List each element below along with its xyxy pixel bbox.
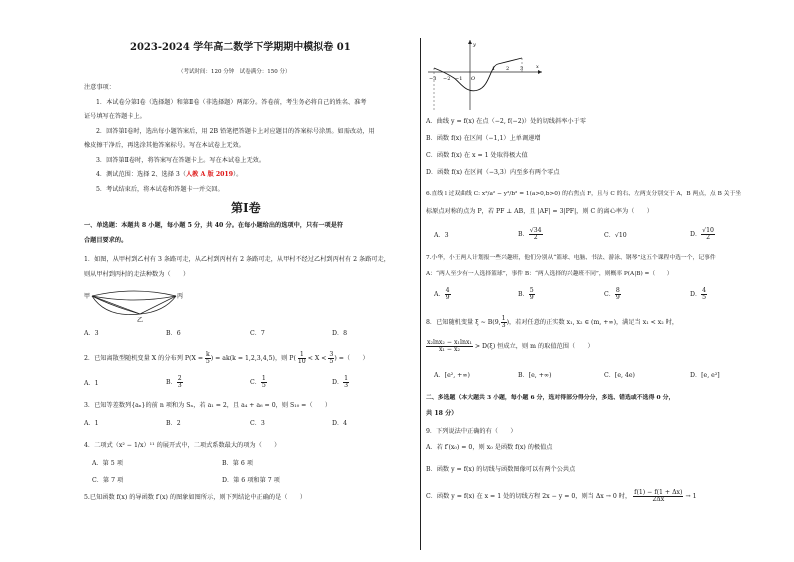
question-9: 9．下列说法中正确的有（ ）	[426, 428, 517, 435]
question-2: 2．已知离散型随机变量 X 的分布列 P(X = $\frac{k}{5}$ ) = ak(k = 1,2,3,4,5)，则 P( $\frac{1}{10}$ < X < $\frac{3}{5}$ ) =（ ）	[84, 351, 369, 365]
tick-label: −2	[443, 76, 451, 82]
scope-highlight: 人教 A 版 2019	[186, 171, 234, 178]
option: D．第 6 项和第 7 项	[222, 477, 280, 484]
option: C．7	[250, 330, 265, 337]
question-6: 6.直线 l 过双曲线 C: x²/a² − y²/b² = 1(a>0,b>0) 的右焦点 F，且与 C 的右、左两支分别交于 A，B 两点，点 B 关于坐	[426, 191, 742, 197]
option: A．3	[84, 330, 99, 337]
question-3: 3．已知等差数列{aₙ}的前 n 项和为 Sₙ，若 a₁ = 2，且 a₄ + a₆ = 0，则 S₁₀ =（ ）	[84, 402, 332, 409]
page-title: 2023-2024 学年高二数学下学期期中模拟卷 01	[130, 42, 351, 53]
notes-heading: 注意事项：	[84, 84, 115, 91]
option: A． $\frac{4}{9}$	[434, 287, 450, 301]
section-heading: 二、多选题（本大题共 3 小题，每小题 6 分，选对得部分得分分，多选、错选或不选得 0 分，	[426, 394, 675, 401]
question-7-cont: A：“两人至少有一人选择篮球”，事件 B：“两人选择的兴趣班不同”，则概率 P(A|B) =（ ）	[426, 271, 673, 277]
option: D． $\frac{√10}{2}$	[690, 227, 714, 241]
node-a: 甲	[84, 293, 91, 300]
option: A．1	[84, 420, 99, 427]
derivative-graph	[426, 38, 546, 114]
option: C．函数 f(x) 在 x = 1 处取得极大值	[426, 152, 528, 159]
note-line: 4．测试范围：选择 2、选择 3（人教 A 版 2019）。	[96, 171, 243, 178]
origin-label: O	[471, 76, 476, 82]
section-heading-cont: 共 18 分）	[426, 410, 458, 417]
note-line: 3．回答第Ⅱ卷时，将答案写在答题卡上。写在本试卷上无效。	[96, 157, 266, 164]
section-heading-cont: 合题目要求的。	[84, 237, 128, 244]
option: D．函数 f(x) 在区间（−3,3）内至多有两个零点	[426, 169, 560, 176]
option: D． $\frac{4}{5}$	[690, 287, 707, 301]
option: D．[e, e²]	[690, 372, 720, 379]
note-line: 2．回答第Ⅰ卷时，选出每小题答案后，用 2B 铅笔把答题卡上对应题目的答案标号涂黑。如需改动，用	[96, 128, 375, 135]
note-line: 5．考试结束后，将本试卷和答题卡一并交回。	[96, 186, 224, 193]
option: C．√10	[604, 232, 627, 239]
option: B．函数 y = f(x) 的切线与函数图像可以有两个公共点	[426, 466, 576, 473]
column-divider	[420, 38, 421, 550]
option: B． $\frac{2}{3}$	[166, 375, 182, 389]
option: C． $\frac{8}{9}$	[604, 287, 620, 301]
y-axis-label: y	[473, 42, 476, 48]
option: A．若 f′(x₀) = 0，则 x₀ 是函数 f(x) 的极值点	[426, 444, 553, 451]
question-8-cont: $\frac{\text{x₂lnx₂ − x₁lnx₁}}{\text{x₁ − x₂}}$ > D(ξ) 恒成立，则 m 的取值范围（ ）	[427, 339, 594, 353]
option: B．6	[166, 330, 181, 337]
question-6-cont: 标原点对称的点为 P，若 PF ⊥ AB，且 |AF| = 3|PF|，则 C 的离心率为（ ）	[426, 208, 653, 215]
note-line: 橡皮擦干净后，再选涂其他答案标号。写在本试卷上无效。	[84, 142, 245, 149]
tick-label: 1	[492, 66, 496, 72]
part-heading: 第Ⅰ卷	[231, 201, 261, 215]
note-line: 1．本试卷分第Ⅰ卷（选择题）和第Ⅱ卷（非选择题）两部分。答卷前，考生务必将自己的姓名、准考	[96, 99, 367, 106]
option: B．第 6 项	[222, 460, 253, 467]
x-axis-label: x	[536, 64, 539, 70]
right-column	[422, 0, 794, 562]
option: D． $\frac{1}{3}$	[332, 375, 349, 389]
option: A．[e², +∞)	[434, 372, 470, 379]
option: C． $\frac{1}{5}$	[250, 375, 266, 389]
note-line: 证号填写在答题卡上。	[84, 113, 146, 120]
option: C．函数 y = f(x) 在 x = 1 处的切线方程 2x − y = 0，则当 Δx → 0 时， $\frac{f(1) - f(1 + \Delta x)}{2\Delta x}$ → 1	[426, 489, 697, 503]
question-5: 5.已知函数 f(x) 的导函数 f′(x) 的图象如图所示，则下列结论中正确的是（ ）	[84, 494, 307, 501]
option: C．3	[250, 420, 265, 427]
question-7: 7.小华，小王两人计划报一些兴趣班，他们分别从“篮球、电脑、书法、游泳、钢琴”这五个课程中选一个，记事件	[426, 255, 716, 261]
node-c: 乙	[137, 317, 144, 324]
option: B．[e, +∞)	[518, 372, 552, 379]
option: D．4	[332, 420, 348, 427]
option: B． $\frac{5}{9}$	[518, 287, 534, 301]
section-heading: 一、单选题：本题共 8 小题，每小题 5 分，共 40 分。在每小题给出的选项中，只有一项是符	[84, 222, 344, 229]
option: A．1	[84, 380, 99, 387]
option: B．2	[166, 420, 181, 427]
tick-label: 3	[520, 66, 524, 72]
option: C．第 7 项	[92, 477, 124, 484]
road-diagram	[84, 288, 194, 324]
option: C．[e, 4e)	[604, 372, 635, 379]
option: B． $\frac{√34}{2}$	[518, 227, 542, 241]
tick-label: −3	[429, 76, 437, 82]
option: A．曲线 y = f(x) 在点（−2, f(−2)）处的切线斜率小于零	[426, 118, 586, 125]
question-8: 8．已知随机变量 ξ ~ B(9, $\frac{1}{3}$ )，若对任意的正实数 x₁, x₂ ∈ (m, +∞)，满足当 x₁ < x₂ 时，	[426, 315, 679, 329]
option: B．函数 f(x) 在区间（−1,1）上单调递增	[426, 135, 541, 142]
question-1-cont: 则从甲村到丙村的走法种数为（ ）	[84, 271, 190, 278]
question-4: 4．二项式（x² − 1/x）¹¹ 的展开式中，二项式系数最大的项为（ ）	[84, 442, 281, 449]
exam-info: （考试时间：120 分钟 试卷满分：150 分）	[178, 69, 291, 75]
question-1: 1．如图，从甲村到乙村有 3 条路可走，从乙村到丙村有 2 条路可走，从甲村不经过乙村到丙村有 2 条路可走，	[84, 256, 390, 263]
option: A．第 5 项	[92, 460, 123, 467]
tick-label: −1	[455, 76, 463, 82]
option: D．8	[332, 330, 348, 337]
tick-label: 2	[506, 66, 510, 72]
option: A．3	[434, 232, 449, 239]
node-b: 丙	[177, 293, 184, 300]
